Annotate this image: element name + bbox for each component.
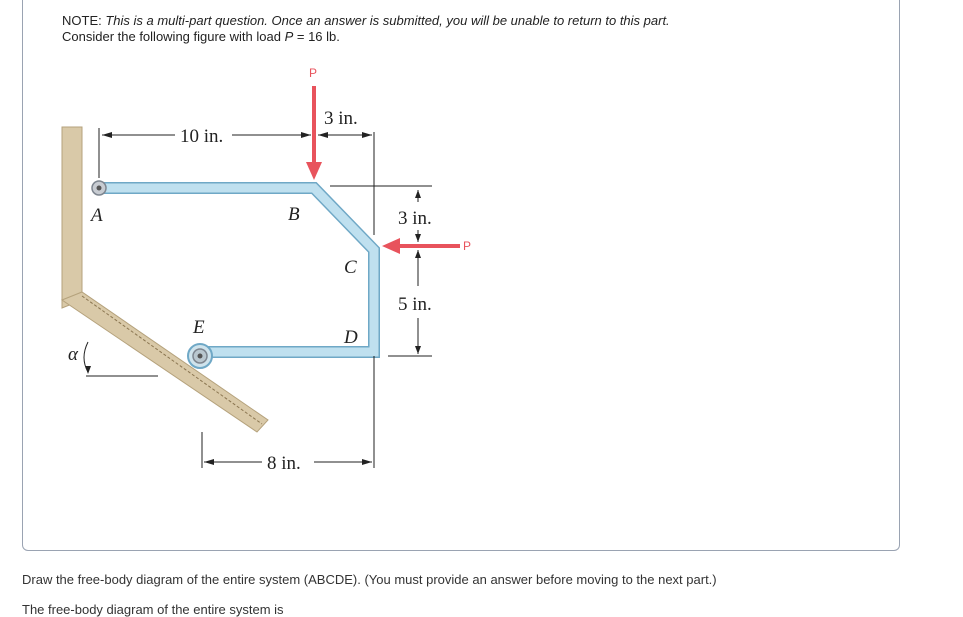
load-variable: P — [284, 29, 294, 44]
dim-right-lower: 5 in. — [398, 294, 432, 315]
vertical-wall — [62, 127, 82, 308]
inclined-surface — [62, 292, 268, 432]
angle-alpha-label: α — [68, 344, 78, 365]
load-label-right: P — [463, 239, 472, 253]
consider-text: Consider the following figure with load — [62, 29, 285, 44]
note-prefix: NOTE: — [62, 13, 106, 28]
note-warning: This is a multi-part question. Once an answer is submitted, you will be unable to return to this part. — [105, 13, 670, 28]
question-text: Draw the free-body diagram of the entire system (ABCDE). (You must provide an answer before moving to the next part.) — [22, 572, 717, 587]
answer-intro-text: The free-body diagram of the entire system is — [22, 602, 284, 617]
dim-top-span: 10 in. — [180, 126, 224, 147]
load-value: = 16 lb. — [293, 29, 340, 44]
dim-top-offset: 3 in. — [324, 108, 358, 129]
point-c-label: C — [344, 257, 357, 278]
dim-right-upper: 3 in. — [398, 208, 432, 229]
point-d-label: D — [344, 327, 358, 348]
point-b-label: B — [288, 204, 300, 225]
dim-bottom-span: 8 in. — [267, 453, 301, 474]
point-a-label: A — [91, 205, 103, 226]
load-label-top: P — [309, 66, 318, 80]
point-e-label: E — [193, 317, 205, 338]
